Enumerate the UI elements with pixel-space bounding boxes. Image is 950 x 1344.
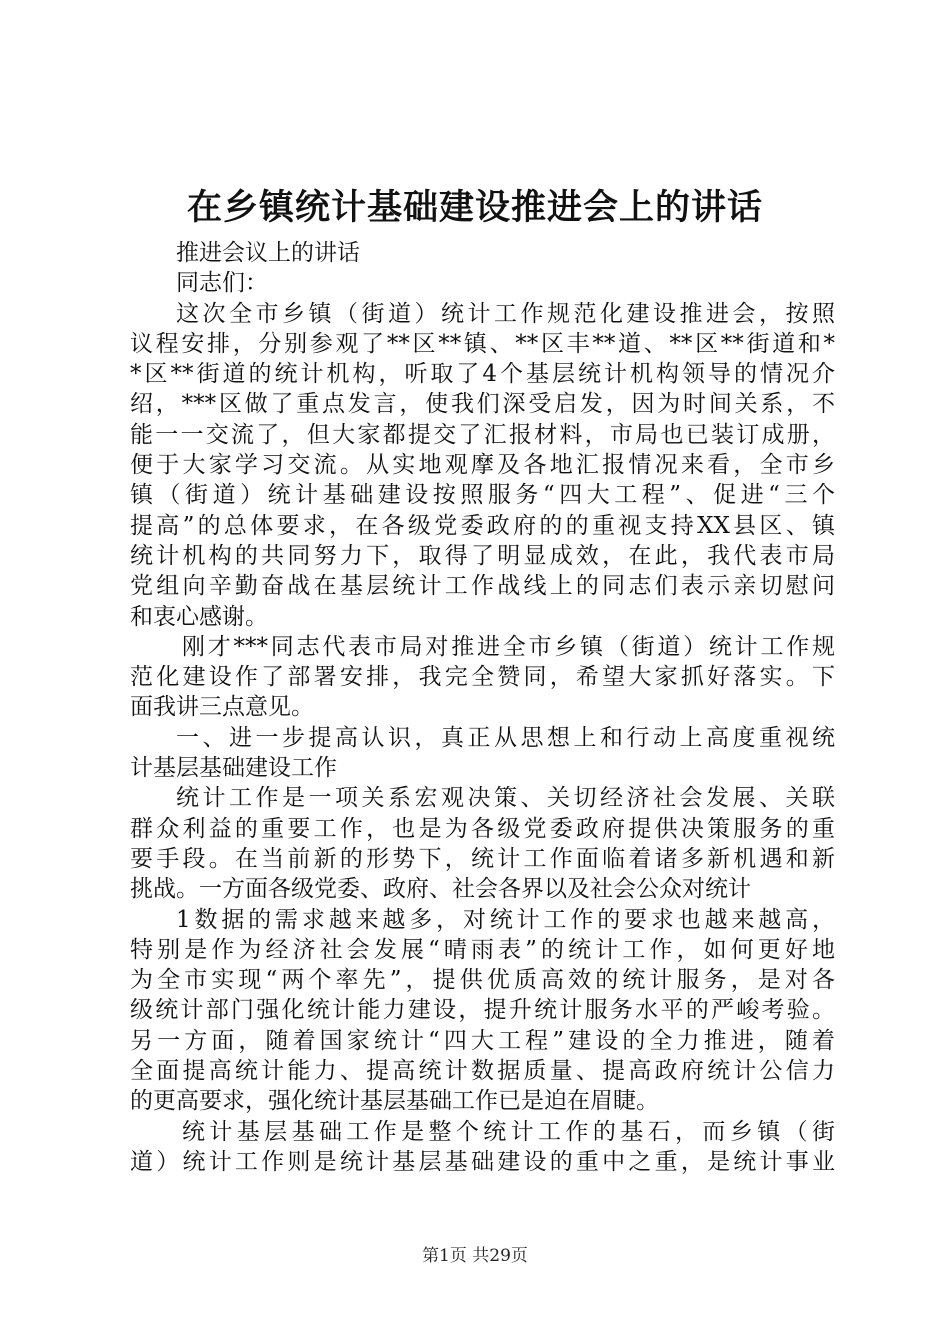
paragraph-line: *区**街道的统计机构，听取了4个基层统计机构领导的情况介 <box>130 361 835 388</box>
paragraph-line: 1数据的需求越来越多，对统计工作的要求也越来越高， <box>176 906 835 933</box>
paragraph-line: 能一一交流了，但大家都提交了汇报材料，市局也已装订成册， <box>130 421 835 448</box>
salutation-line: 同志们： <box>176 270 268 297</box>
paragraph-line: 道）统计工作则是统计基层基础建设的重中之重，是统计事业 <box>130 1148 835 1175</box>
paragraph-line: 和衷心感谢。 <box>130 603 268 630</box>
paragraph-line: 级统计部门强化统计能力建设，提升统计服务水平的严峻考验。 <box>130 997 835 1024</box>
paragraph-line: 便于大家学习交流。从实地观摩及各地汇报情况来看，全市乡 <box>130 452 835 479</box>
paragraph-line: 面我讲三点意见。 <box>130 694 314 721</box>
paragraph-line: 范化建设作了部署安排，我完全赞同，希望大家抓好落实。下 <box>130 664 835 691</box>
page-number-footer: 第1页 共29页 <box>422 1246 528 1266</box>
paragraph-line: 统计机构的共同努力下，取得了明显成效，在此，我代表市局 <box>130 542 835 569</box>
paragraph-line: 镇（街道）统计基础建设按照服务“四大工程”、促进“三个 <box>130 482 835 509</box>
paragraph-line: 另一方面，随着国家统计“四大工程”建设的全力推进，随着 <box>130 1027 835 1054</box>
section-heading-line: 一、进一步提高认识，真正从思想上和行动上高度重视统 <box>176 724 835 751</box>
paragraph-line: 群众利益的重要工作，也是为各级党委政府提供决策服务的重 <box>130 815 835 842</box>
paragraph-line: 为全市实现“两个率先”，提供优质高效的统计服务，是对各 <box>130 967 835 994</box>
paragraph-line: 这次全市乡镇（街道）统计工作规范化建设推进会，按照 <box>176 300 835 327</box>
paragraph-line: 议程安排，分别参观了**区**镇、**区丰**道、**区**街道和* <box>130 330 835 357</box>
paragraph-line: 挑战。一方面各级党委、政府、社会各界以及社会公众对统计 <box>130 876 751 903</box>
section-heading-line: 计基层基础建设工作 <box>130 755 337 782</box>
paragraph-line: 绍，***区做了重点发言，使我们深受启发，因为时间关系，不 <box>130 391 835 418</box>
subtitle-line: 推进会议上的讲话 <box>176 240 360 266</box>
paragraph-line: 全面提高统计能力、提高统计数据质量、提高政府统计公信力 <box>130 1058 835 1085</box>
paragraph-line: 刚才***同志代表市局对推进全市乡镇（街道）统计工作规 <box>182 633 835 660</box>
paragraph-line: 的更高要求，强化统计基层基础工作已是迫在眉睫。 <box>130 1088 659 1115</box>
document-body <box>130 238 835 1177</box>
paragraph-line: 特别是作为经济社会发展“晴雨表”的统计工作，如何更好地 <box>130 936 835 963</box>
paragraph-line: 统计基层基础工作是整个统计工作的基石，而乡镇（街 <box>182 1118 835 1145</box>
document-title: 在乡镇统计基础建设推进会上的讲话 <box>186 187 763 228</box>
paragraph-line: 要手段。在当前新的形势下，统计工作面临着诸多新机遇和新 <box>130 845 835 872</box>
paragraph-line: 统计工作是一项关系宏观决策、关切经济社会发展、关联 <box>176 785 835 812</box>
paragraph-line: 党组向辛勤奋战在基层统计工作战线上的同志们表示亲切慰问 <box>130 573 835 600</box>
paragraph-line: 提高”的总体要求，在各级党委政府的的重视支持XX县区、镇 <box>130 512 835 539</box>
